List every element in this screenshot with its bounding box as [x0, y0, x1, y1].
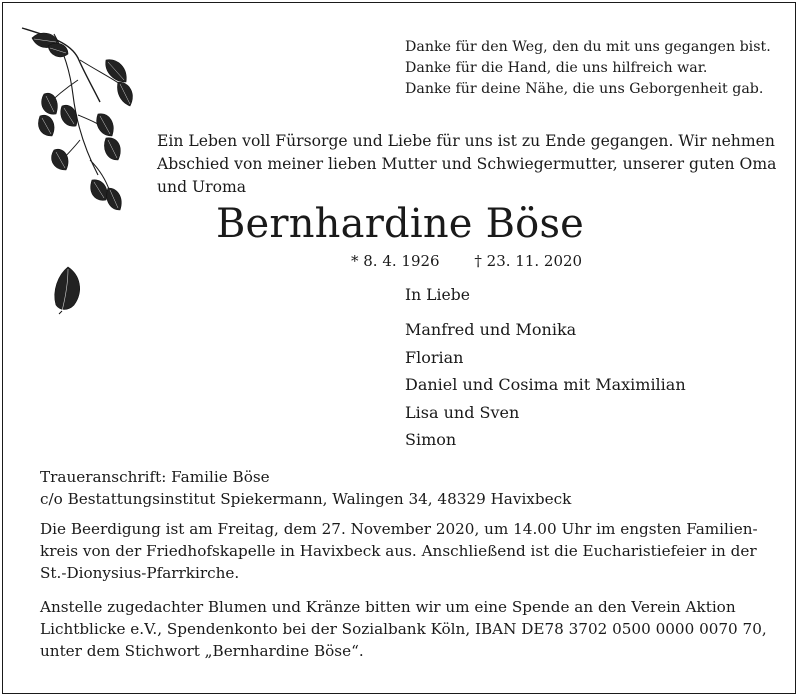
mourner-entry: Florian	[405, 347, 464, 367]
deceased-name: Bernhardine Böse	[215, 201, 585, 247]
intro-paragraph	[157, 130, 777, 199]
life-dates	[351, 250, 582, 272]
funeral-line: kreis von der Friedhofskapelle in Havixbeck aus. Anschließend ist die Eucharistiefeier in der	[40, 542, 757, 560]
funeral-info	[40, 518, 760, 584]
quote-line: Danke für den Weg, den du mit uns gegangen bist.	[405, 39, 771, 55]
quote-block	[405, 37, 771, 100]
birch-branch-icon	[18, 20, 143, 215]
mourning-address	[40, 466, 571, 510]
donation-line: unter dem Stichwort „Bernhardine Böse“.	[40, 642, 364, 660]
donation-line: Anstelle zugedachter Blumen und Kränze bitten wir um eine Spende an den Verein Aktion	[40, 598, 736, 616]
quote-line: Danke für deine Nähe, die uns Geborgenheit gab.	[405, 81, 764, 97]
intro-line: Abschied von meiner lieben Mutter und Schwiegermutter, unserer guten Oma	[157, 155, 777, 173]
address-line: c/o Bestattungsinstitut Spiekermann, Walingen 34, 48329 Havixbeck	[40, 490, 572, 508]
mourner-entry: Lisa und Sven	[405, 402, 520, 422]
mourner-entry: Manfred und Monika	[405, 320, 577, 339]
mourners-list	[405, 316, 686, 454]
donation-info	[40, 596, 767, 662]
address-line: Traueranschrift: Familie Böse	[40, 468, 270, 486]
falling-leaf-icon	[50, 265, 86, 315]
intro-line: und Uroma	[157, 178, 247, 196]
birth-date: * 8. 4. 1926	[351, 252, 440, 270]
mourner-entry: Daniel und Cosima mit Maximilian	[405, 375, 686, 394]
intro-line: Ein Leben voll Fürsorge und Liebe für uns ist zu Ende gegangen. Wir nehmen	[157, 132, 775, 150]
funeral-line: Die Beerdigung ist am Freitag, dem 27. November 2020, um 14.00 Uhr im engsten Familien-	[40, 520, 758, 538]
mourner-entry: Simon	[405, 430, 457, 449]
quote-line: Danke für die Hand, die uns hilfreich war.	[405, 60, 708, 76]
funeral-line: St.-Dionysius-Pfarrkirche.	[40, 564, 240, 582]
mourners-heading: In Liebe	[405, 286, 470, 304]
death-date: † 23. 11. 2020	[474, 252, 583, 270]
donation-line: Lichtblicke e.V., Spendenkonto bei der Sozialbank Köln, IBAN DE78 3702 0500 0000 0070 70,	[40, 620, 767, 638]
